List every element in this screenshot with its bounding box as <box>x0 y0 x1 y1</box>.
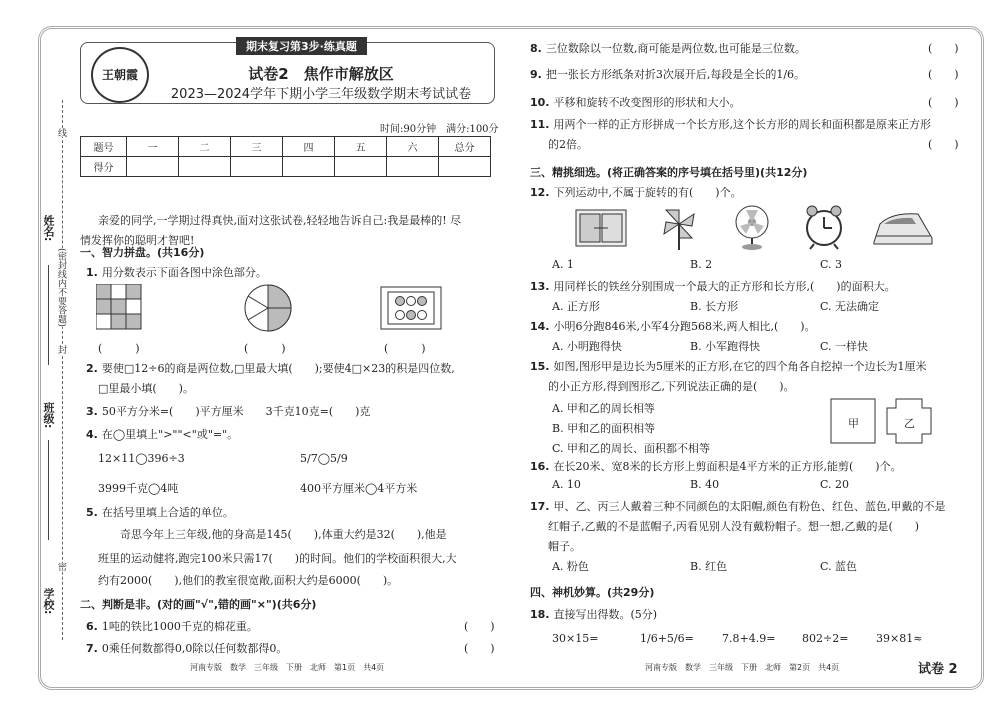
class-blank[interactable] <box>48 440 49 540</box>
question-7: 7. 0乘任何数都得0,0除以任何数都得0。 <box>86 642 288 655</box>
q17-option-c[interactable]: C. 蓝色 <box>820 560 858 573</box>
q4-item-2[interactable]: 5/7◯5/9 <box>300 452 348 465</box>
section-3-heading: 三、精挑细选。(将正确答案的序号填在括号里)(共12分) <box>530 166 808 179</box>
q8-answer-blank[interactable]: ( ) <box>928 42 959 55</box>
q10-answer-blank[interactable]: ( ) <box>928 96 959 109</box>
publisher-logo: 王朝霞 <box>91 47 149 103</box>
score-cell: 三 <box>231 137 283 157</box>
score-cell: 一 <box>127 137 179 157</box>
question-17-cont: 红帽子,乙戴的不是蓝帽子,丙看见别人没有戴粉帽子。想一想,乙戴的是( ) <box>548 520 920 533</box>
score-header-row <box>81 137 491 157</box>
question-17-cont2: 帽子。 <box>548 540 581 553</box>
question-1: 1. 用分数表示下面各图中涂色部分。 <box>86 266 267 279</box>
q7-answer-blank[interactable]: ( ) <box>464 642 495 655</box>
figure-rect-circles <box>380 286 442 330</box>
question-11-cont: 的2倍。 <box>548 138 588 151</box>
name-blank[interactable] <box>48 265 49 365</box>
question-14: 14. 小明6分跑846米,小军4分跑568米,两人相比,( )。 <box>530 320 816 333</box>
question-3: 3. 50平方分米=( )平方厘米 3千克10克=( )克 <box>86 405 371 418</box>
question-13: 13. 用同样长的铁丝分别围成一个最大的正方形和长方形,( )的面积大。 <box>530 280 896 293</box>
score-input[interactable] <box>127 157 179 177</box>
q15-option-b[interactable]: B. 甲和乙的面积相等 <box>552 422 656 435</box>
question-6: 6. 1吨的铁比1000千克的棉花重。 <box>86 620 258 633</box>
seal-line <box>62 100 63 640</box>
question-17: 17. 甲、乙、丙三人戴着三种不同颜色的太阳帽,颜色有粉色、红色、蓝色,甲戴的不是 <box>530 500 946 513</box>
q4-item-4[interactable]: 400平方厘米◯4平方米 <box>300 482 418 495</box>
section-1-heading: 一、智力拼盘。(共16分) <box>80 246 205 259</box>
question-15-cont: 的小正方形,得到图形乙,下列说法正确的是( )。 <box>548 380 795 393</box>
q13-option-b[interactable]: B. 长方形 <box>690 300 739 313</box>
q14-option-a[interactable]: A. 小明跑得快 <box>552 340 622 353</box>
q18-calc-1[interactable]: 30×15= <box>552 632 599 645</box>
electric-fan-image <box>730 204 774 250</box>
q18-calc-3[interactable]: 7.8+4.9= <box>722 632 776 645</box>
q16-option-a[interactable]: A. 10 <box>552 478 581 491</box>
paper-title: 试卷2 焦作市解放区 <box>248 65 394 83</box>
time-score-info: 时间:90分钟 满分:100分 <box>380 124 499 135</box>
score-table <box>80 136 491 177</box>
shape-jia-label: 甲 <box>848 417 859 430</box>
paper-number-label: 试卷 2 <box>918 662 958 677</box>
question-2: 2. 要使□12÷6的商是两位数,□里最大填( );要使4□×23的积是四位数, <box>86 362 455 375</box>
name-label: 姓名: <box>42 215 55 242</box>
q13-option-a[interactable]: A. 正方形 <box>552 300 600 313</box>
score-cell: 二 <box>179 137 231 157</box>
shape-yi-label: 乙 <box>904 417 915 430</box>
sliding-window-image <box>574 208 628 248</box>
q12-option-b[interactable]: B. 2 <box>690 258 713 271</box>
q15-option-c[interactable]: C. 甲和乙的周长、面积都不相等 <box>552 442 711 455</box>
question-18: 18. 直接写出得数。(5分) <box>530 608 658 621</box>
q6-answer-blank[interactable]: ( ) <box>464 620 495 633</box>
q16-option-c[interactable]: C. 20 <box>820 478 850 491</box>
question-15: 15. 如图,图形甲是边长为5厘米的正方形,在它的四个角各自挖掉一个边长为1厘米 <box>530 360 927 373</box>
question-8: 8. 三位数除以一位数,商可能是两位数,也可能是三位数。 <box>530 42 806 55</box>
score-input[interactable] <box>387 157 439 177</box>
footer-page-2: 河南专版 数学 三年级 下册 北师 第2页 共4页 <box>645 663 840 672</box>
question-10: 10. 平移和旋转不改变图形的形状和大小。 <box>530 96 741 109</box>
q16-option-b[interactable]: B. 40 <box>690 478 720 491</box>
seal-note: (密封线内不要答题) <box>56 248 66 328</box>
q1-answer-blank[interactable]: ( ) <box>244 342 286 355</box>
score-cell: 六 <box>387 137 439 157</box>
score-cell: 得分 <box>81 157 127 177</box>
intro-line-2: 情发挥你的聪明才智吧! <box>80 234 195 247</box>
question-16: 16. 在长20米、宽8米的长方形上剪面积是4平方米的正方形,能剪( )个。 <box>530 460 902 473</box>
score-input[interactable] <box>335 157 387 177</box>
q12-option-a[interactable]: A. 1 <box>552 258 574 271</box>
class-label: 班级: <box>42 402 55 429</box>
q11-answer-blank[interactable]: ( ) <box>928 138 959 151</box>
q17-option-a[interactable]: A. 粉色 <box>552 560 589 573</box>
pinwheel-image <box>658 206 700 250</box>
q18-calc-4[interactable]: 802÷2= <box>802 632 849 645</box>
q14-option-c[interactable]: C. 一样快 <box>820 340 869 353</box>
question-4: 4. 在◯里填上">""<"或"="。 <box>86 428 239 441</box>
question-5: 5. 在括号里填上合适的单位。 <box>86 506 234 519</box>
q17-option-b[interactable]: B. 红色 <box>690 560 728 573</box>
section-4-heading: 四、神机妙算。(共29分) <box>530 586 655 599</box>
question-11: 11. 用两个一样的正方形拼成一个长方形,这个长方形的周长和面积都是原来正方形 <box>530 118 931 131</box>
q9-answer-blank[interactable]: ( ) <box>928 68 959 81</box>
review-tag: 期末复习第3步·练真题 <box>236 37 367 55</box>
score-cell: 五 <box>335 137 387 157</box>
q15-option-a[interactable]: A. 甲和乙的周长相等 <box>552 402 655 415</box>
q1-answer-blank[interactable]: ( ) <box>98 342 140 355</box>
figure-circle <box>244 284 292 332</box>
score-cell: 题号 <box>81 137 127 157</box>
q14-option-b[interactable]: B. 小军跑得快 <box>690 340 761 353</box>
score-cell: 四 <box>283 137 335 157</box>
score-value-row <box>81 157 491 177</box>
q5-line-2: 班里的运动健将,跑完100米只需17( )的时间。他们的学校面积很大,大 <box>98 552 457 565</box>
question-2-cont: □里最小填( )。 <box>98 382 194 395</box>
seal-char-2: 封 <box>56 345 66 354</box>
q12-option-c[interactable]: C. 3 <box>820 258 843 271</box>
score-input[interactable] <box>179 157 231 177</box>
q4-item-1[interactable]: 12×11◯396÷3 <box>98 452 185 465</box>
score-input[interactable] <box>283 157 335 177</box>
school-label: 学校: <box>42 588 55 615</box>
score-cell: 总分 <box>439 137 491 157</box>
paper-subtitle: 2023—2024学年下期小学三年级数学期末考试试卷 <box>170 87 472 102</box>
high-speed-train-image <box>872 208 934 248</box>
q18-calc-5[interactable]: 39×81≈ <box>876 632 923 645</box>
question-12: 12. 下列运动中,不属于旋转的有( )个。 <box>530 186 742 199</box>
q4-item-3[interactable]: 3999千克◯4吨 <box>98 482 179 495</box>
q1-answer-blank[interactable]: ( ) <box>384 342 426 355</box>
score-input[interactable] <box>439 157 491 177</box>
intro-line-1: 亲爱的同学,一学期过得真快,面对这张试卷,轻轻地告诉自己:我是最棒的! 尽 <box>98 214 462 227</box>
seal-char-1: 线 <box>56 128 66 137</box>
figure-grid <box>96 284 142 330</box>
q5-line-3: 约有2000( ),他们的教室很宽敞,面积大约是6000( )。 <box>98 574 399 587</box>
header-banner <box>80 42 495 104</box>
q18-calc-2[interactable]: 1/6+5/6= <box>640 632 694 645</box>
seal-char-3: 密 <box>56 562 66 571</box>
q13-option-c[interactable]: C. 无法确定 <box>820 300 880 313</box>
score-input[interactable] <box>231 157 283 177</box>
binding-strip <box>0 0 84 708</box>
question-9: 9. 把一张长方形纸条对折3次展开后,每段是全长的1/6。 <box>530 68 806 81</box>
q5-line-1: 奇思今年上三年级,他的身高是145( ),体重大约是32( ),他是 <box>120 528 447 541</box>
footer-page-1: 河南专版 数学 三年级 下册 北师 第1页 共4页 <box>190 663 385 672</box>
section-2-heading: 二、判断是非。(对的画"√",错的画"×")(共6分) <box>80 598 317 611</box>
alarm-clock-image <box>802 204 846 250</box>
